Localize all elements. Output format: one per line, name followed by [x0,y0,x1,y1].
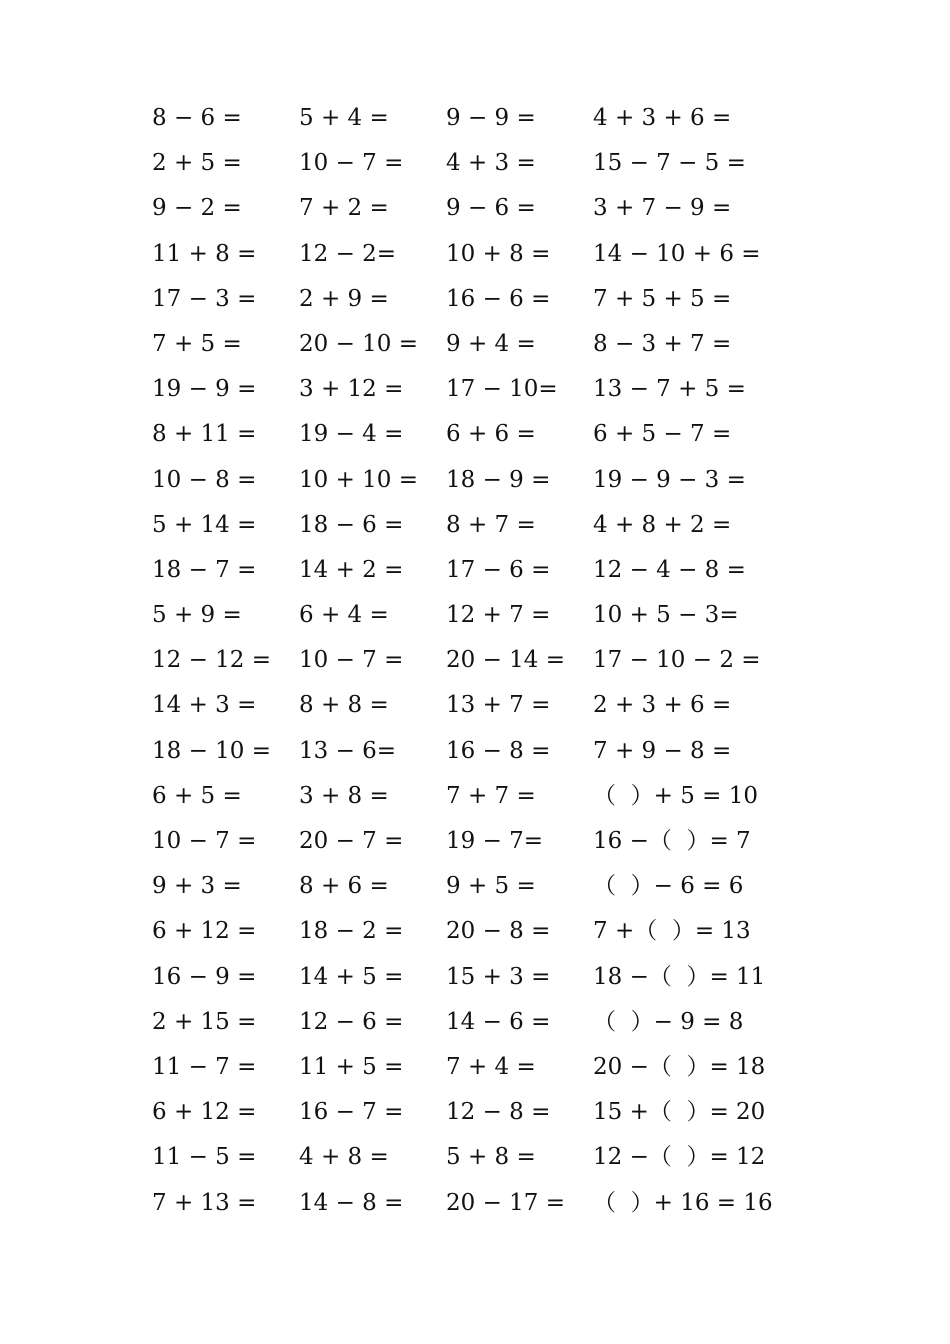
arithmetic-problem: 20 − 17 = [446,1189,566,1216]
arithmetic-problem: 7 + 5 = [152,330,242,357]
arithmetic-problem: 6 + 5 = [152,782,242,809]
arithmetic-problem: 18 − 2 = [299,918,404,945]
problem-row [152,729,852,774]
arithmetic-problem: 16 − 8 = [446,737,551,764]
arithmetic-problem: 14 + 3 = [152,692,257,719]
arithmetic-problem: 14 − 6 = [446,1008,551,1035]
arithmetic-problem: 9 + 5 = [446,873,536,900]
arithmetic-problem: （ ）+ 16 = 16 [593,1189,773,1216]
arithmetic-problem: 12 − 8 = [446,1099,551,1126]
arithmetic-problem: 5 + 14 = [152,511,257,538]
problem-row [152,277,852,322]
arithmetic-problem: 12 − 4 − 8 = [593,556,746,583]
arithmetic-problem: 18 − 6 = [299,511,404,538]
problem-row [152,412,852,457]
problem-row [152,232,852,277]
arithmetic-problem: 4 + 3 + 6 = [593,105,732,131]
problem-row [152,955,852,1000]
arithmetic-problem: 16 − 7 = [299,1099,404,1126]
arithmetic-problem: 16 − 9 = [152,963,257,990]
arithmetic-problem: 14 + 2 = [299,556,404,583]
problem-row [152,909,852,954]
arithmetic-problem: 20 − 10 = [299,330,419,357]
arithmetic-problem: 8 − 3 + 7 = [593,330,732,357]
arithmetic-problem: 13 + 7 = [446,692,551,719]
problem-row [152,367,852,412]
arithmetic-problem: 4 + 8 = [299,1144,389,1171]
problem-row [152,503,852,548]
arithmetic-problem: 7 + 7 = [446,782,536,809]
arithmetic-problem: 4 + 3 = [446,150,536,177]
arithmetic-problem: 11 + 5 = [299,1053,404,1080]
arithmetic-problem: 12 + 7 = [446,602,551,629]
arithmetic-problem: 16 − 6 = [446,285,551,312]
arithmetic-problem: 11 − 5 = [152,1144,257,1171]
problem-row [152,593,852,638]
problem-row [152,1090,852,1135]
problem-row [152,1135,852,1180]
arithmetic-problem: 10 + 10 = [299,466,419,493]
arithmetic-problem: 12 −（ ）= 12 [593,1144,766,1171]
arithmetic-problem: 3 + 7 − 9 = [593,195,732,222]
arithmetic-problem: 9 − 6 = [446,195,536,222]
problem-row [152,458,852,503]
arithmetic-problem: 5 + 9 = [152,602,242,629]
arithmetic-problem: 2 + 5 = [152,150,242,177]
problem-row [152,1045,852,1090]
arithmetic-problem: 13 − 7 + 5 = [593,376,746,403]
arithmetic-problem: 13 − 6= [299,737,397,764]
arithmetic-problem: 18 − 9 = [446,466,551,493]
arithmetic-problem: 11 − 7 = [152,1053,257,1080]
arithmetic-problem: 9 + 3 = [152,873,242,900]
arithmetic-problem: 6 + 6 = [446,421,536,448]
arithmetic-problem: 7 + 5 + 5 = [593,285,732,312]
arithmetic-problem: （ ）+ 5 = 10 [593,782,758,809]
arithmetic-problem: 8 + 7 = [446,511,536,538]
arithmetic-problem: 7 +（ ）= 13 [593,918,751,945]
problem-row [152,141,852,186]
arithmetic-problem: 20 − 14 = [446,647,566,674]
arithmetic-problem: 12 − 6 = [299,1008,404,1035]
arithmetic-problem: 16 −（ ）= 7 [593,828,751,854]
arithmetic-problem: 8 + 8 = [299,692,389,719]
arithmetic-problem: 5 + 4 = [299,105,389,131]
arithmetic-problem: 19 − 7= [446,828,544,854]
problem-row [152,548,852,593]
arithmetic-problem: 10 − 7 = [299,647,404,674]
arithmetic-problem: 20 −（ ）= 18 [593,1053,766,1080]
arithmetic-problem: 10 − 7 = [299,150,404,177]
problem-row [152,864,852,909]
problem-row [152,819,852,864]
arithmetic-problem: 20 − 8 = [446,918,551,945]
arithmetic-problem: 10 + 8 = [446,240,551,267]
problem-row [152,774,852,819]
arithmetic-problem: 11 + 8 = [152,240,257,267]
arithmetic-problem: 2 + 9 = [299,285,389,312]
arithmetic-problem: 2 + 3 + 6 = [593,692,732,719]
arithmetic-problem: 19 − 9 = [152,376,257,403]
arithmetic-problem: 17 − 10 − 2 = [593,647,761,674]
arithmetic-problem: 9 + 4 = [446,330,536,357]
arithmetic-problem: 15 − 7 − 5 = [593,150,746,177]
arithmetic-problem: （ ）− 6 = 6 [593,873,744,900]
arithmetic-problem: 10 − 8 = [152,466,257,493]
arithmetic-problem: 8 + 6 = [299,873,389,900]
arithmetic-problem: 12 − 2= [299,240,397,267]
arithmetic-problem: 15 +（ ）= 20 [593,1099,766,1126]
arithmetic-problem: 10 + 5 − 3= [593,602,739,629]
arithmetic-problem: 7 + 13 = [152,1189,257,1216]
arithmetic-problem: 14 − 8 = [299,1189,404,1216]
arithmetic-problem: 18 − 7 = [152,556,257,583]
arithmetic-problem: 10 − 7 = [152,828,257,854]
arithmetic-problem: 15 + 3 = [446,963,551,990]
arithmetic-problem: （ ）− 9 = 8 [593,1008,744,1035]
arithmetic-problem: 17 − 6 = [446,556,551,583]
problem-row [152,683,852,728]
arithmetic-problem: 17 − 3 = [152,285,257,312]
arithmetic-problem: 6 + 12 = [152,1099,257,1126]
arithmetic-problem: 7 + 2 = [299,195,389,222]
problem-row [152,1181,852,1226]
arithmetic-problem: 9 − 9 = [446,105,536,131]
arithmetic-problem: 9 − 2 = [152,195,242,222]
arithmetic-problem: 14 + 5 = [299,963,404,990]
arithmetic-worksheet [152,96,852,1226]
problem-row [152,1000,852,1045]
arithmetic-problem: 6 + 4 = [299,602,389,629]
arithmetic-problem: 4 + 8 + 2 = [593,511,732,538]
arithmetic-problem: 8 + 11 = [152,421,257,448]
arithmetic-problem: 18 − 10 = [152,737,272,764]
arithmetic-problem: 19 − 4 = [299,421,404,448]
arithmetic-problem: 5 + 8 = [446,1144,536,1171]
problem-row [152,322,852,367]
arithmetic-problem: 14 − 10 + 6 = [593,240,761,267]
arithmetic-problem: 7 + 9 − 8 = [593,737,732,764]
problem-row [152,96,852,141]
arithmetic-problem: 18 −（ ）= 11 [593,963,766,990]
arithmetic-problem: 6 + 5 − 7 = [593,421,732,448]
arithmetic-problem: 7 + 4 = [446,1053,536,1080]
arithmetic-problem: 20 − 7 = [299,828,404,854]
problem-row [152,186,852,231]
arithmetic-problem: 3 + 8 = [299,782,389,809]
arithmetic-problem: 8 − 6 = [152,105,242,131]
arithmetic-problem: 19 − 9 − 3 = [593,466,746,493]
arithmetic-problem: 6 + 12 = [152,918,257,945]
arithmetic-problem: 17 − 10= [446,376,558,403]
arithmetic-problem: 2 + 15 = [152,1008,257,1035]
arithmetic-problem: 12 − 12 = [152,647,272,674]
arithmetic-problem: 3 + 12 = [299,376,404,403]
problem-row [152,638,852,683]
